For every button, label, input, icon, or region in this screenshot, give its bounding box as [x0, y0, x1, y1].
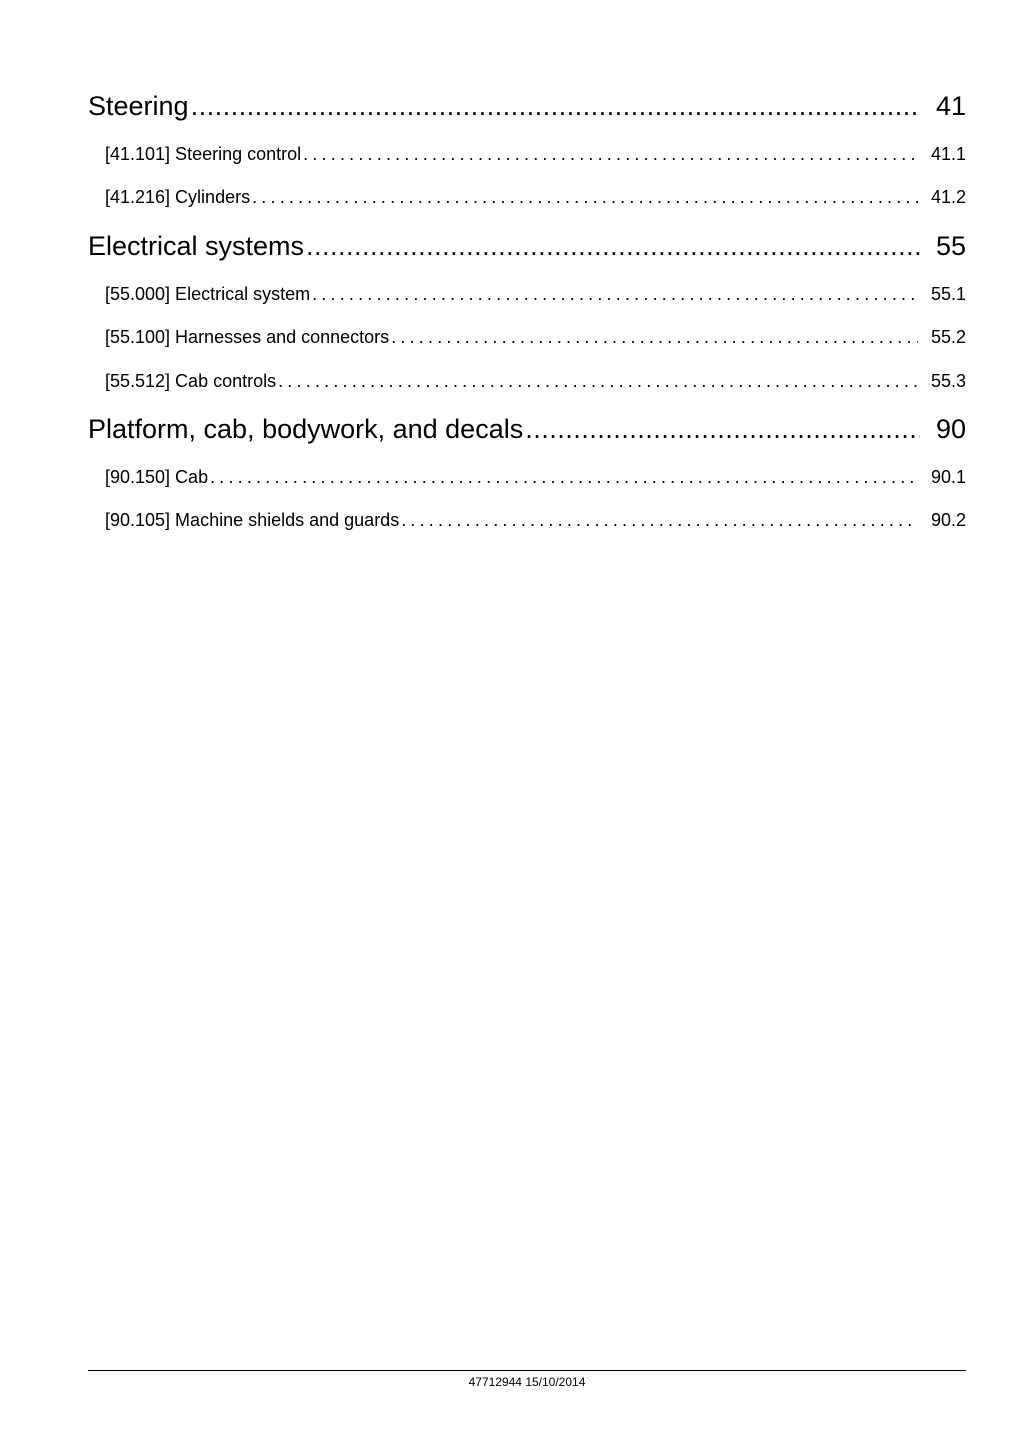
- toc-entry-title: [90.150] Cab: [105, 467, 209, 487]
- toc-section-cab-controls[interactable]: [105, 370, 966, 392]
- toc-entry-title: [41.216] Cylinders: [105, 187, 251, 207]
- toc-section-steering-control[interactable]: [105, 143, 966, 165]
- toc-section-electrical-system[interactable]: [105, 283, 966, 305]
- toc-entry-title: [55.512] Cab controls: [105, 371, 277, 391]
- toc-entry-page: 55.2: [930, 327, 966, 347]
- toc-entry-page: 41.2: [930, 187, 966, 207]
- toc-section-cab[interactable]: [105, 466, 966, 488]
- dot-leader: [210, 466, 918, 488]
- toc-section-cylinders[interactable]: [105, 186, 966, 208]
- toc-section-machine-shields-and-guards[interactable]: [105, 509, 966, 531]
- toc-chapter-steering[interactable]: [88, 90, 966, 122]
- toc-entry-page: 55.3: [930, 371, 966, 391]
- toc-entry-page: 90.1: [930, 467, 966, 487]
- toc-section-harnesses-and-connectors[interactable]: [105, 326, 966, 348]
- dot-leader: [401, 509, 918, 531]
- footer-divider: [88, 1370, 966, 1371]
- toc-chapter-electrical-systems[interactable]: [88, 230, 966, 262]
- toc-entry-page: 55: [935, 231, 966, 261]
- toc-entry-page: 41.1: [930, 144, 966, 164]
- dot-leader: [391, 326, 918, 348]
- footer-doc-id-date: 47712944 15/10/2014: [468, 1375, 586, 1389]
- toc-entry-page: 55.1: [930, 284, 966, 304]
- toc-entry-page: 41: [935, 91, 966, 121]
- toc-chapter-platform-cab-bodywork-decals[interactable]: [88, 413, 966, 445]
- toc-entry-title: Electrical systems: [88, 231, 305, 261]
- dot-leader: [191, 90, 920, 122]
- toc-entry-title: [55.100] Harnesses and connectors: [105, 327, 390, 347]
- toc-entry-title: [41.101] Steering control: [105, 144, 302, 164]
- toc-entry-title: [55.000] Electrical system: [105, 284, 311, 304]
- toc-entry-page: 90: [935, 414, 966, 444]
- toc-entry-page: 90.2: [930, 510, 966, 530]
- toc-entry-title: [90.105] Machine shields and guards: [105, 510, 400, 530]
- toc-entry-title: Steering: [88, 91, 189, 121]
- dot-leader: [278, 370, 918, 392]
- dot-leader: [306, 230, 920, 262]
- dot-leader: [312, 283, 918, 305]
- dot-leader: [252, 186, 918, 208]
- dot-leader: [303, 143, 918, 165]
- toc-entry-title: Platform, cab, bodywork, and decals: [88, 414, 524, 444]
- dot-leader: [525, 413, 920, 445]
